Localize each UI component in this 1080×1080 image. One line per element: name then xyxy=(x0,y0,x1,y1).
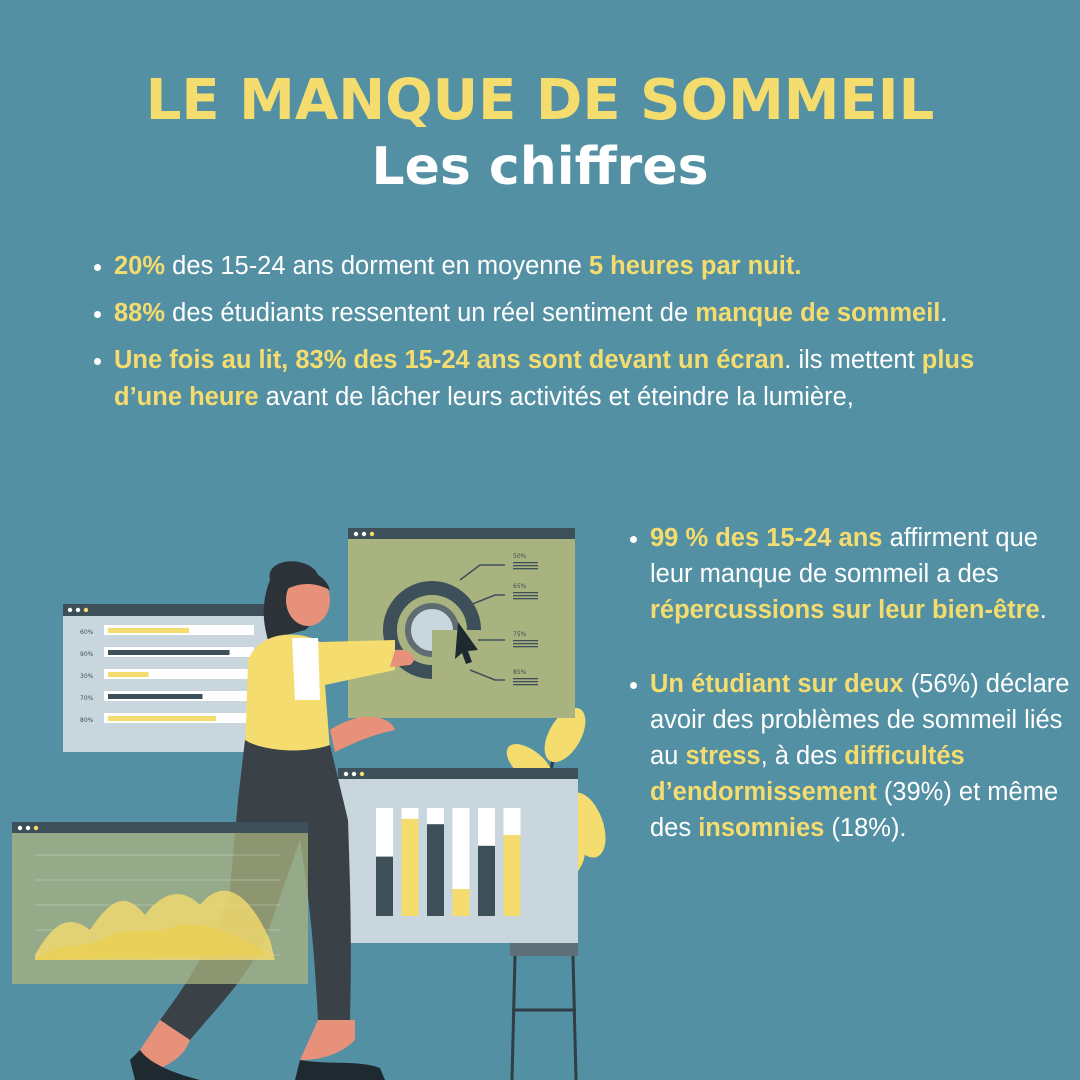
bullet-item-3 xyxy=(114,342,1044,416)
bullet-highlight: Un étudiant sur deux xyxy=(650,670,904,698)
bullet-text: . xyxy=(940,299,948,327)
side-bullet-list xyxy=(622,520,1070,884)
column-bar xyxy=(478,846,495,916)
page-subtitle: Les chiffres xyxy=(371,137,709,197)
bar-label: 70% xyxy=(80,695,94,702)
bullet-highlight: 20% xyxy=(114,252,166,280)
column-bar xyxy=(504,835,521,916)
bullet-item-1 xyxy=(114,248,1044,285)
donut-line xyxy=(513,684,538,685)
bullet-highlight: 5 heures par nuit. xyxy=(588,252,802,280)
donut-line xyxy=(513,568,538,569)
top-bullet-list xyxy=(80,248,1044,426)
donut-line xyxy=(513,640,538,641)
bullet-text: , à des xyxy=(760,742,845,770)
bullet-highlight: stress xyxy=(685,742,761,770)
donut-line xyxy=(513,592,538,593)
illustration xyxy=(0,520,615,1080)
bullet-text: (18%). xyxy=(824,814,907,842)
bullet-highlight: 88% xyxy=(114,299,166,327)
bar-label: 80% xyxy=(80,717,94,724)
bullet-text: . xyxy=(1039,596,1047,624)
donut-line xyxy=(513,562,538,563)
donut-label: 65% xyxy=(513,583,527,590)
bar xyxy=(108,672,149,677)
bullet-text: avant de lâcher leurs activités et éteindre la lumière, xyxy=(258,383,854,411)
donut-label: 50% xyxy=(513,553,527,560)
bullet-highlight: Une fois au lit, 83% des 15-24 ans sont devant un écran xyxy=(114,346,785,374)
donut-line xyxy=(513,565,538,566)
area-panel xyxy=(12,822,308,984)
donut-line xyxy=(513,646,538,647)
donut-line xyxy=(513,678,538,679)
header xyxy=(0,68,1080,200)
bullet-highlight: manque de sommeil xyxy=(695,299,941,327)
bullet-text: des 15-24 ans dorment en moyenne xyxy=(165,252,589,280)
column-bar xyxy=(427,824,444,916)
bullet-item-2 xyxy=(114,295,1044,332)
bullet-highlight: difficultés d’endormissement xyxy=(650,742,965,806)
bar xyxy=(108,628,189,633)
donut-line xyxy=(513,598,538,599)
donut-panel xyxy=(348,528,575,718)
donut-line xyxy=(513,681,538,682)
page-title: LE MANQUE DE SOMMEIL xyxy=(145,68,935,133)
bullet-highlight: plus d’une heure xyxy=(114,346,975,411)
bullet-item-5 xyxy=(650,666,1070,846)
bar xyxy=(108,694,203,699)
bullet-text: (39%) et même des xyxy=(650,778,1059,842)
donut-label: 85% xyxy=(513,669,527,676)
bullet-text: des étudiants ressentent un réel sentiment de xyxy=(165,299,696,327)
bullet-item-4 xyxy=(650,520,1070,628)
column-bar xyxy=(376,857,393,916)
donut-label: 75% xyxy=(513,631,527,638)
bar-panel xyxy=(63,604,268,752)
bar-label: 60% xyxy=(80,629,94,636)
bar xyxy=(108,650,230,655)
donut-line xyxy=(513,595,538,596)
bullet-text: . ils mettent xyxy=(784,346,922,374)
bullet-highlight: insomnies xyxy=(698,814,825,842)
bullet-text: (56%) déclare avoir des problèmes de sommeil liés au xyxy=(650,670,1070,770)
bullet-highlight: 99 % des 15-24 ans xyxy=(650,524,883,552)
bar-label: 90% xyxy=(80,651,94,658)
column-panel xyxy=(338,768,578,943)
bullet-highlight: répercussions sur leur bien-être xyxy=(650,596,1040,624)
column-bar xyxy=(402,819,419,916)
bar-label: 30% xyxy=(80,673,94,680)
bar xyxy=(108,716,216,721)
bullet-text: affirment que leur manque de sommeil a des xyxy=(650,524,1038,588)
column-bar xyxy=(453,889,470,916)
donut-line xyxy=(513,643,538,644)
